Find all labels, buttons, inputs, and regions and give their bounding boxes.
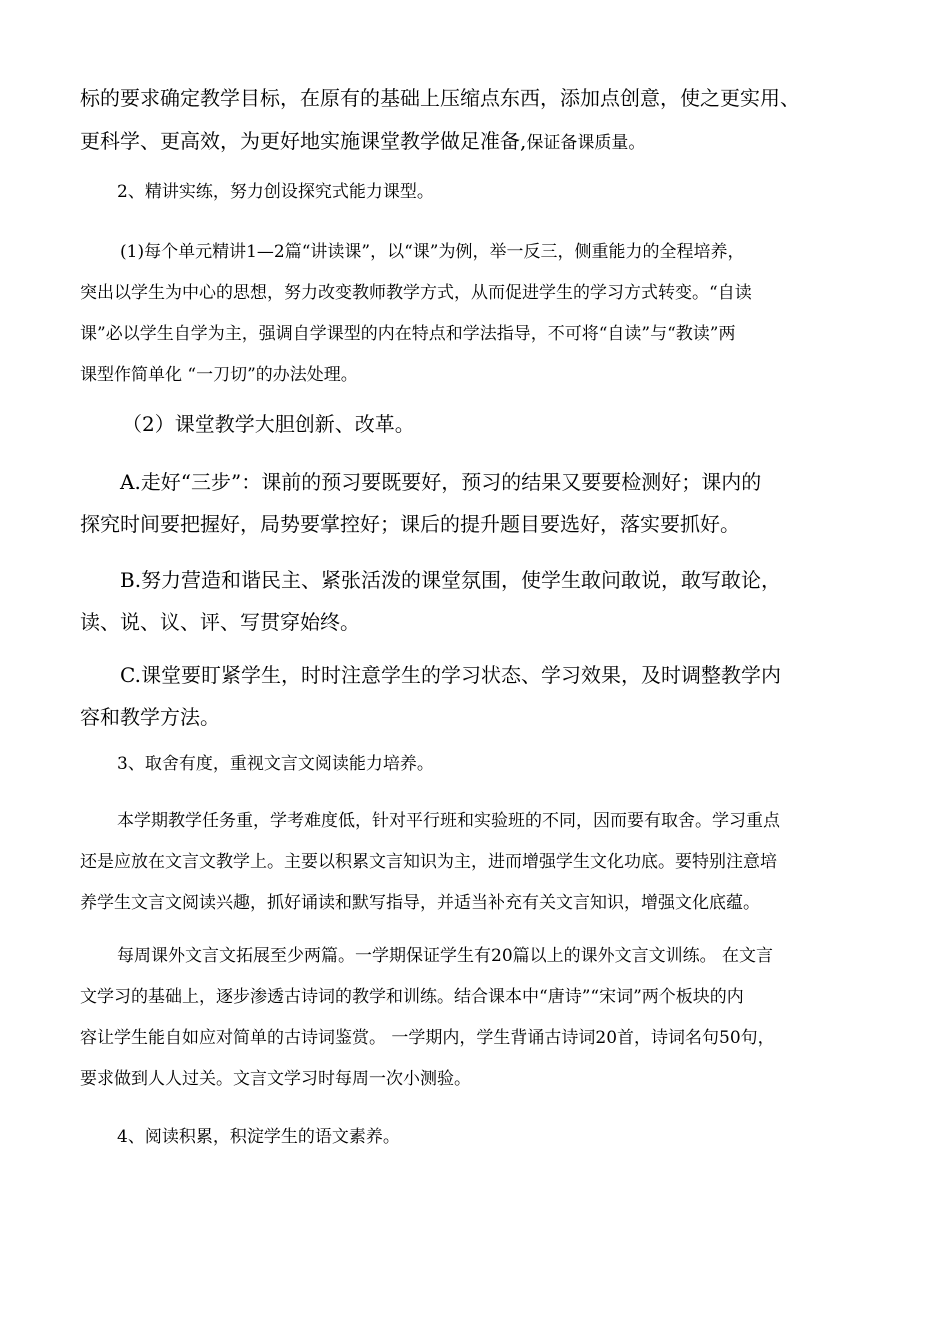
paragraph-body-1 xyxy=(80,801,780,924)
text-line: 课”必以学生自学为主，强调自学课型的内在特点和学法指导，不可将“自读”与“教读”两 xyxy=(80,324,736,344)
text-segment-large: 更科学、更高效，为更好地实施课堂教学做足准备, xyxy=(80,129,527,153)
text-line: 2、精讲实练，努力创设探究式能力课型。 xyxy=(117,182,434,202)
section-heading-4 xyxy=(117,1125,400,1149)
text-segment-small: 保证备课质量。 xyxy=(526,133,646,153)
text-line: 3、取舍有度，重视文言文阅读能力培养。 xyxy=(117,754,434,774)
text-line: 突出以学生为中心的思想，努力改变教师教学方式，从而促进学生的学习方式转变。“自读 xyxy=(80,283,752,303)
text-line: (1)每个单元精讲1—2篇“讲读课”，以“课”为例，举一反三，侧重能力的全程培养， xyxy=(120,242,745,262)
paragraph-body-2 xyxy=(80,936,775,1100)
text-line: B.努力营造和谐民主、紧张活泼的课堂氛围，使学生敢问敢说，敢写敢论， xyxy=(120,568,782,592)
text-line: 文学习的基础上，逐步渗透古诗词的教学和训练。结合课本中“唐诗”“宋词”两个板块的内 xyxy=(80,987,744,1007)
text-line: 每周课外文言文拓展至少两篇。一学期保证学生有20篇以上的课外文言文训练。 在文言 xyxy=(117,946,774,966)
text-line: C.课堂要盯紧学生，时时注意学生的学习状态、学习效果，及时调整教学内 xyxy=(120,663,781,687)
paragraph-intro-line2 xyxy=(80,127,870,157)
text-line: （2）课堂教学大胆创新、改革。 xyxy=(122,412,415,436)
text-line: 容让学生能自如应对简单的古诗词鉴赏。 一学期内，学生背诵古诗词20首，诗词名句50句， xyxy=(80,1028,775,1048)
subheading-item-2 xyxy=(122,410,415,438)
paragraph-item-c xyxy=(80,654,781,738)
text-line: 要求做到人人过关。文言文学习时每周一次小测验。 xyxy=(80,1069,471,1089)
paragraph-item-1 xyxy=(80,232,752,396)
text-line: 探究时间要把握好，局势要掌控好；课后的提升题目要选好，落实要抓好。 xyxy=(80,512,740,536)
text-line: 标的要求确定教学目标，在原有的基础上压缩点东西，添加点创意，使之更实用、 xyxy=(80,86,800,110)
text-line: 读、说、议、评、写贯穿始终。 xyxy=(80,610,360,634)
text-line: 课型作简单化 “一刀切”的办法处理。 xyxy=(80,365,358,385)
paragraph-item-b xyxy=(80,559,781,643)
text-line: 容和教学方法。 xyxy=(80,705,220,729)
paragraph-item-a xyxy=(80,461,761,545)
text-line: 养学生文言文阅读兴趣，抓好诵读和默写指导，并适当补充有关文言知识，增强文化底蕴。 xyxy=(80,893,760,913)
section-heading-3 xyxy=(117,752,434,776)
paragraph-intro-line1 xyxy=(80,84,870,112)
text-line: 4、阅读积累，积淀学生的语文素养。 xyxy=(117,1127,400,1147)
text-line: 还是应放在文言文教学上。主要以积累文言知识为主，进而增强学生文化功底。要特别注意培 xyxy=(80,852,777,872)
text-line: 本学期教学任务重，学考难度低，针对平行班和实验班的不同，因而要有取舍。学习重点 xyxy=(117,811,780,831)
text-line: A.走好“三步”：课前的预习要既要好，预习的结果又要要检测好；课内的 xyxy=(120,470,762,494)
section-heading-2 xyxy=(117,180,434,204)
